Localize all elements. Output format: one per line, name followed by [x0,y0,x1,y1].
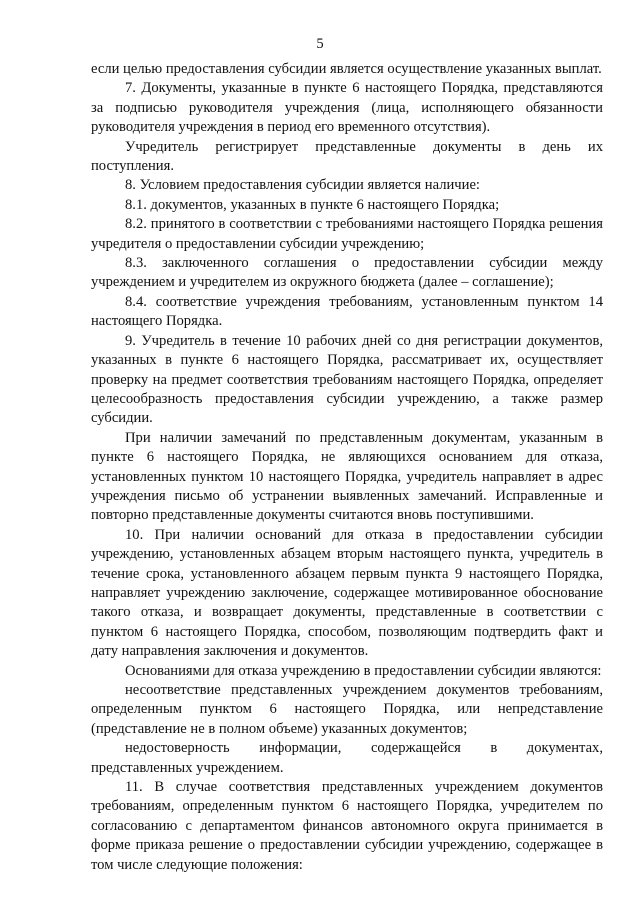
paragraph-item-8-2: 8.2. принятого в соответствии с требованиями настоящего Порядка решения учредителя о предоставлении субсидии учреждению; [91,216,603,252]
page-number: 5 [316,36,324,52]
paragraph-refusal-grounds: Основаниями для отказа учреждению в предоставлении субсидии являются: [125,662,602,679]
paragraph-item-7: 7. Документы, указанные в пункте 6 настоящего Порядка, представляются за подписью руководителя учреждения (лица, исполняющего обязанности руководителя учреждения в период его временного отсутствия). [91,80,603,136]
paragraph-item-8-3: 8.3. заключенного соглашения о предоставлении субсидии между учреждением и учредителем из окружного бюджета (далее – соглашение); [91,255,603,291]
paragraph-ground-unreliability: недостоверность информации, содержащейся в документах, представленных учреждением. [91,740,603,776]
paragraph-registration: Учредитель регистрирует представленные документы в день их поступления. [91,138,603,175]
paragraph-continuation: если целью предоставления субсидии является осуществление указанных выплат. [91,61,602,77]
paragraph-item-8-1: 8.1. документов, указанных в пункте 6 настоящего Порядка; [125,196,500,213]
paragraph-remarks: При наличии замечаний по представленным документам, указанным в пункте 6 настоящего Порядка, не являющихся основанием для отказа, установленных пунктом 10 настоящего Порядка, учредитель направляет в адрес учреждения письмо об устранении выявленных замечаний. Исправленные и повторно представленные документы считаются вновь поступившими. [91,429,603,524]
paragraph-item-11: 11. В случае соответствия представленных учреждением документов требованиям, определенным пунктом 6 настоящего Порядка, учредителем по согласованию с департаментом финансов автономного округа принимается в форме приказа решение о предоставлении субсидии учреждению, содержащее в том числе следующие положения: [91,779,603,873]
paragraph-item-10: 10. При наличии оснований для отказа в предоставлении субсидии учреждению, установленных абзацем вторым настоящего пункта, учредитель в течение срока, установленного абзацем первым пункта 9 настоящего Порядка, направляет учреждению заключение, содержащее мотивированное обоснование такого отказа, и возвращает документы, представленные в соответствии с пунктом 6 настоящего Порядка, способом, позволяющим подтвердить факт и дату направления заключения и документов. [91,526,603,660]
document-body [91,60,603,875]
paragraph-item-9: 9. Учредитель в течение 10 рабочих дней со дня регистрации документов, указанных в пункте 6 настоящего Порядка, рассматривает их, осуществляет проверку на предмет соответствия требованиям настоящего Порядка, определяет целесообразность предоставления субсидии учреждению, а также размер субсидии. [91,332,603,427]
paragraph-ground-nonconformity: несоответствие представленных учреждением документов требованиям, определенным пунктом 6 настоящего Порядка, или непредставление (представление не в полном объеме) указанных документов; [91,682,603,737]
paragraph-item-8: 8. Условием предоставления субсидии является наличие: [125,177,480,194]
paragraph-item-8-4: 8.4. соответствие учреждения требованиям, установленным пунктом 14 настоящего Порядка. [91,293,603,330]
